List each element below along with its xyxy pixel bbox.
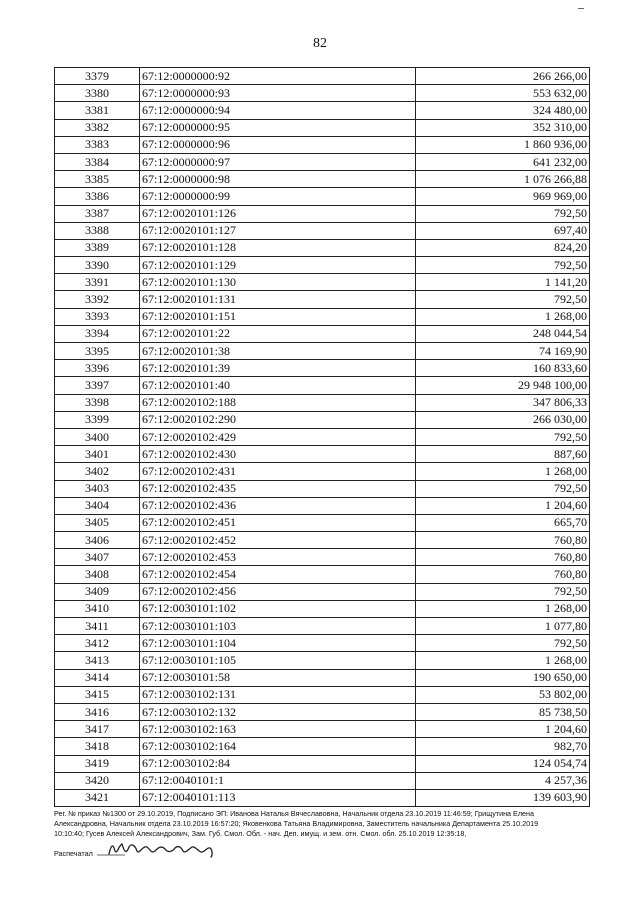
cadastral-value-cell: 1 076 266,88: [416, 171, 590, 188]
cadastral-number-cell: 67:12:0040101:113: [140, 789, 416, 806]
cadastral-number-cell: 67:12:0000000:94: [140, 102, 416, 119]
cadastral-value-cell: 792,50: [416, 257, 590, 274]
cadastral-number-cell: 67:12:0020101:38: [140, 343, 416, 360]
cadastral-value-cell: 190 650,00: [416, 669, 590, 686]
table-row: [55, 721, 590, 738]
row-number-cell: 3400: [55, 428, 140, 445]
cadastral-value-cell: 982,70: [416, 738, 590, 755]
row-number-cell: 3379: [55, 68, 140, 85]
cadastral-value-cell: 324 480,00: [416, 102, 590, 119]
cadastral-value-cell: 352 310,00: [416, 119, 590, 136]
cadastral-number-cell: 67:12:0020101:129: [140, 257, 416, 274]
row-number-cell: 3394: [55, 325, 140, 342]
cadastral-number-cell: 67:12:0040101:1: [140, 772, 416, 789]
row-number-cell: 3393: [55, 308, 140, 325]
cadastral-value-cell: 887,60: [416, 446, 590, 463]
row-number-cell: 3384: [55, 153, 140, 170]
cadastral-number-cell: 67:12:0030101:105: [140, 652, 416, 669]
cadastral-value-cell: 792,50: [416, 583, 590, 600]
row-number-cell: 3403: [55, 480, 140, 497]
cadastral-value-cell: 124 054,74: [416, 755, 590, 772]
cadastral-value-cell: 139 603,90: [416, 789, 590, 806]
table-row: [55, 549, 590, 566]
cadastral-number-cell: 67:12:0020102:431: [140, 463, 416, 480]
row-number-cell: 3383: [55, 136, 140, 153]
cadastral-value-cell: 760,80: [416, 532, 590, 549]
row-number-cell: 3408: [55, 566, 140, 583]
cadastral-number-cell: 67:12:0000000:98: [140, 171, 416, 188]
cadastral-number-cell: 67:12:0020102:436: [140, 497, 416, 514]
row-number-cell: 3401: [55, 446, 140, 463]
cadastral-number-cell: 67:12:0020101:22: [140, 325, 416, 342]
cadastral-number-cell: 67:12:0020102:453: [140, 549, 416, 566]
table-row: [55, 755, 590, 772]
cadastral-number-cell: 67:12:0000000:99: [140, 188, 416, 205]
table-row: [55, 583, 590, 600]
printed-by-label: Распечатал: [54, 849, 93, 858]
cadastral-value-cell: 1 077,80: [416, 618, 590, 635]
cadastral-number-cell: 67:12:0030102:164: [140, 738, 416, 755]
row-number-cell: 3390: [55, 257, 140, 274]
table-row: [55, 119, 590, 136]
table-row: [55, 566, 590, 583]
cadastral-number-cell: 67:12:0020102:435: [140, 480, 416, 497]
row-number-cell: 3380: [55, 85, 140, 102]
row-number-cell: 3411: [55, 618, 140, 635]
cadastral-number-cell: 67:12:0030101:104: [140, 635, 416, 652]
cadastral-value-cell: 760,80: [416, 566, 590, 583]
cadastral-value-cell: 347 806,33: [416, 394, 590, 411]
cadastral-number-cell: 67:12:0020102:452: [140, 532, 416, 549]
registry-table: [54, 67, 590, 807]
cadastral-number-cell: 67:12:0020102:188: [140, 394, 416, 411]
table-row: [55, 239, 590, 256]
cadastral-value-cell: 792,50: [416, 635, 590, 652]
table-row: [55, 703, 590, 720]
cadastral-value-cell: 1 860 936,00: [416, 136, 590, 153]
cadastral-number-cell: 67:12:0020102:430: [140, 446, 416, 463]
row-number-cell: 3402: [55, 463, 140, 480]
table-row: [55, 532, 590, 549]
cadastral-value-cell: 1 268,00: [416, 308, 590, 325]
footer-line-2: Александровна, Начальник отдела 23.10.2019 16:57:20; Яковенкова Татьяна Владимировна, Заместитель начальника Департамента 25.10.2019: [54, 819, 539, 828]
cadastral-number-cell: 67:12:0000000:95: [140, 119, 416, 136]
cadastral-value-cell: 53 802,00: [416, 686, 590, 703]
row-number-cell: 3416: [55, 703, 140, 720]
cadastral-value-cell: 4 257,36: [416, 772, 590, 789]
row-number-cell: 3385: [55, 171, 140, 188]
table-row: [55, 343, 590, 360]
footer-line-1: Рег. № приказ №1300 от 29.10.2019, Подписано ЭП: Иванова Наталья Вячеславовна, Начальник отдела 23.10.2019 11:46:59; Грищутина Елена: [54, 809, 535, 818]
cadastral-value-cell: 792,50: [416, 205, 590, 222]
table-row: [55, 600, 590, 617]
table-row: [55, 618, 590, 635]
table-row: [55, 274, 590, 291]
table-row: [55, 308, 590, 325]
cadastral-value-cell: 792,50: [416, 480, 590, 497]
page-number: 82: [313, 36, 327, 51]
table-row: [55, 291, 590, 308]
cadastral-number-cell: 67:12:0020102:429: [140, 428, 416, 445]
cadastral-value-cell: 553 632,00: [416, 85, 590, 102]
cadastral-number-cell: 67:12:0020102:456: [140, 583, 416, 600]
table-row: [55, 360, 590, 377]
cadastral-number-cell: 67:12:0030102:84: [140, 755, 416, 772]
row-number-cell: 3399: [55, 411, 140, 428]
cadastral-number-cell: 67:12:0020101:127: [140, 222, 416, 239]
table-row: [55, 188, 590, 205]
table-row: [55, 257, 590, 274]
row-number-cell: 3396: [55, 360, 140, 377]
cadastral-value-cell: 74 169,90: [416, 343, 590, 360]
cadastral-value-cell: 969 969,00: [416, 188, 590, 205]
table-row: [55, 411, 590, 428]
table-row: [55, 480, 590, 497]
cadastral-number-cell: 67:12:0000000:93: [140, 85, 416, 102]
cadastral-value-cell: 760,80: [416, 549, 590, 566]
cadastral-number-cell: 67:12:0020101:128: [140, 239, 416, 256]
cadastral-value-cell: 1 268,00: [416, 463, 590, 480]
table-row: [55, 85, 590, 102]
cadastral-value-cell: 697,40: [416, 222, 590, 239]
row-number-cell: 3417: [55, 721, 140, 738]
row-number-cell: 3382: [55, 119, 140, 136]
table-row: [55, 428, 590, 445]
table-row: [55, 394, 590, 411]
cadastral-number-cell: 67:12:0020102:451: [140, 514, 416, 531]
cadastral-value-cell: 266 266,00: [416, 68, 590, 85]
table-row: [55, 171, 590, 188]
cadastral-value-cell: 641 232,00: [416, 153, 590, 170]
row-number-cell: 3392: [55, 291, 140, 308]
cadastral-value-cell: 266 030,00: [416, 411, 590, 428]
table-row: [55, 497, 590, 514]
row-number-cell: 3388: [55, 222, 140, 239]
cadastral-number-cell: 67:12:0030101:103: [140, 618, 416, 635]
row-number-cell: 3381: [55, 102, 140, 119]
cadastral-number-cell: 67:12:0020102:454: [140, 566, 416, 583]
row-number-cell: 3407: [55, 549, 140, 566]
cadastral-value-cell: 29 948 100,00: [416, 377, 590, 394]
row-number-cell: 3386: [55, 188, 140, 205]
row-number-cell: 3387: [55, 205, 140, 222]
row-number-cell: 3413: [55, 652, 140, 669]
cadastral-number-cell: 67:12:0020101:130: [140, 274, 416, 291]
row-number-cell: 3414: [55, 669, 140, 686]
row-number-cell: 3395: [55, 343, 140, 360]
row-number-cell: 3415: [55, 686, 140, 703]
table-row: [55, 205, 590, 222]
table-row: [55, 738, 590, 755]
cadastral-number-cell: 67:12:0000000:96: [140, 136, 416, 153]
table-row: [55, 377, 590, 394]
table-row: [55, 789, 590, 806]
cadastral-number-cell: 67:12:0020102:290: [140, 411, 416, 428]
cadastral-number-cell: 67:12:0020101:40: [140, 377, 416, 394]
handwritten-signature: [95, 839, 225, 859]
row-number-cell: 3409: [55, 583, 140, 600]
cadastral-value-cell: 1 204,60: [416, 497, 590, 514]
row-number-cell: 3406: [55, 532, 140, 549]
table-row: [55, 68, 590, 85]
row-number-cell: 3419: [55, 755, 140, 772]
row-number-cell: 3398: [55, 394, 140, 411]
cadastral-value-cell: 792,50: [416, 291, 590, 308]
row-number-cell: 3391: [55, 274, 140, 291]
row-number-cell: 3389: [55, 239, 140, 256]
table-row: [55, 635, 590, 652]
table-row: [55, 463, 590, 480]
cadastral-number-cell: 67:12:0020101:131: [140, 291, 416, 308]
cadastral-value-cell: 1 268,00: [416, 600, 590, 617]
cadastral-value-cell: 1 204,60: [416, 721, 590, 738]
row-number-cell: 3418: [55, 738, 140, 755]
cadastral-value-cell: 1 268,00: [416, 652, 590, 669]
cadastral-value-cell: 85 738,50: [416, 703, 590, 720]
cadastral-number-cell: 67:12:0030101:102: [140, 600, 416, 617]
table-row: [55, 136, 590, 153]
row-number-cell: 3410: [55, 600, 140, 617]
row-number-cell: 3420: [55, 772, 140, 789]
registry-table-body: [55, 68, 590, 807]
row-number-cell: 3404: [55, 497, 140, 514]
cadastral-number-cell: 67:12:0000000:97: [140, 153, 416, 170]
table-row: [55, 514, 590, 531]
cadastral-number-cell: 67:12:0020101:126: [140, 205, 416, 222]
table-row: [55, 222, 590, 239]
cadastral-number-cell: 67:12:0020101:151: [140, 308, 416, 325]
table-row: [55, 446, 590, 463]
cadastral-number-cell: 67:12:0030102:132: [140, 703, 416, 720]
cadastral-number-cell: 67:12:0030102:131: [140, 686, 416, 703]
cadastral-number-cell: 67:12:0030101:58: [140, 669, 416, 686]
cadastral-number-cell: 67:12:0000000:92: [140, 68, 416, 85]
row-number-cell: 3405: [55, 514, 140, 531]
cadastral-value-cell: 824,20: [416, 239, 590, 256]
row-number-cell: 3421: [55, 789, 140, 806]
table-row: [55, 686, 590, 703]
cadastral-value-cell: 792,50: [416, 428, 590, 445]
row-number-cell: 3397: [55, 377, 140, 394]
table-row: [55, 652, 590, 669]
cadastral-number-cell: 67:12:0030102:163: [140, 721, 416, 738]
signature-footer: [54, 809, 590, 859]
table-row: [55, 102, 590, 119]
cadastral-value-cell: 248 044,54: [416, 325, 590, 342]
table-row: [55, 153, 590, 170]
cadastral-value-cell: 665,70: [416, 514, 590, 531]
table-row: [55, 772, 590, 789]
table-row: [55, 325, 590, 342]
footer-line-3: 10:10:40; Гусев Алексей Александрович, Зам. Губ. Смол. Обл. - нач. Деп. имущ. и зем. отн. Смол. обл. 25.10.2019 12:35:18,: [54, 829, 467, 838]
corner-mark: [578, 8, 584, 9]
table-row: [55, 669, 590, 686]
cadastral-value-cell: 1 141,20: [416, 274, 590, 291]
cadastral-value-cell: 160 833,60: [416, 360, 590, 377]
row-number-cell: 3412: [55, 635, 140, 652]
cadastral-number-cell: 67:12:0020101:39: [140, 360, 416, 377]
printed-by-row: [54, 839, 590, 859]
